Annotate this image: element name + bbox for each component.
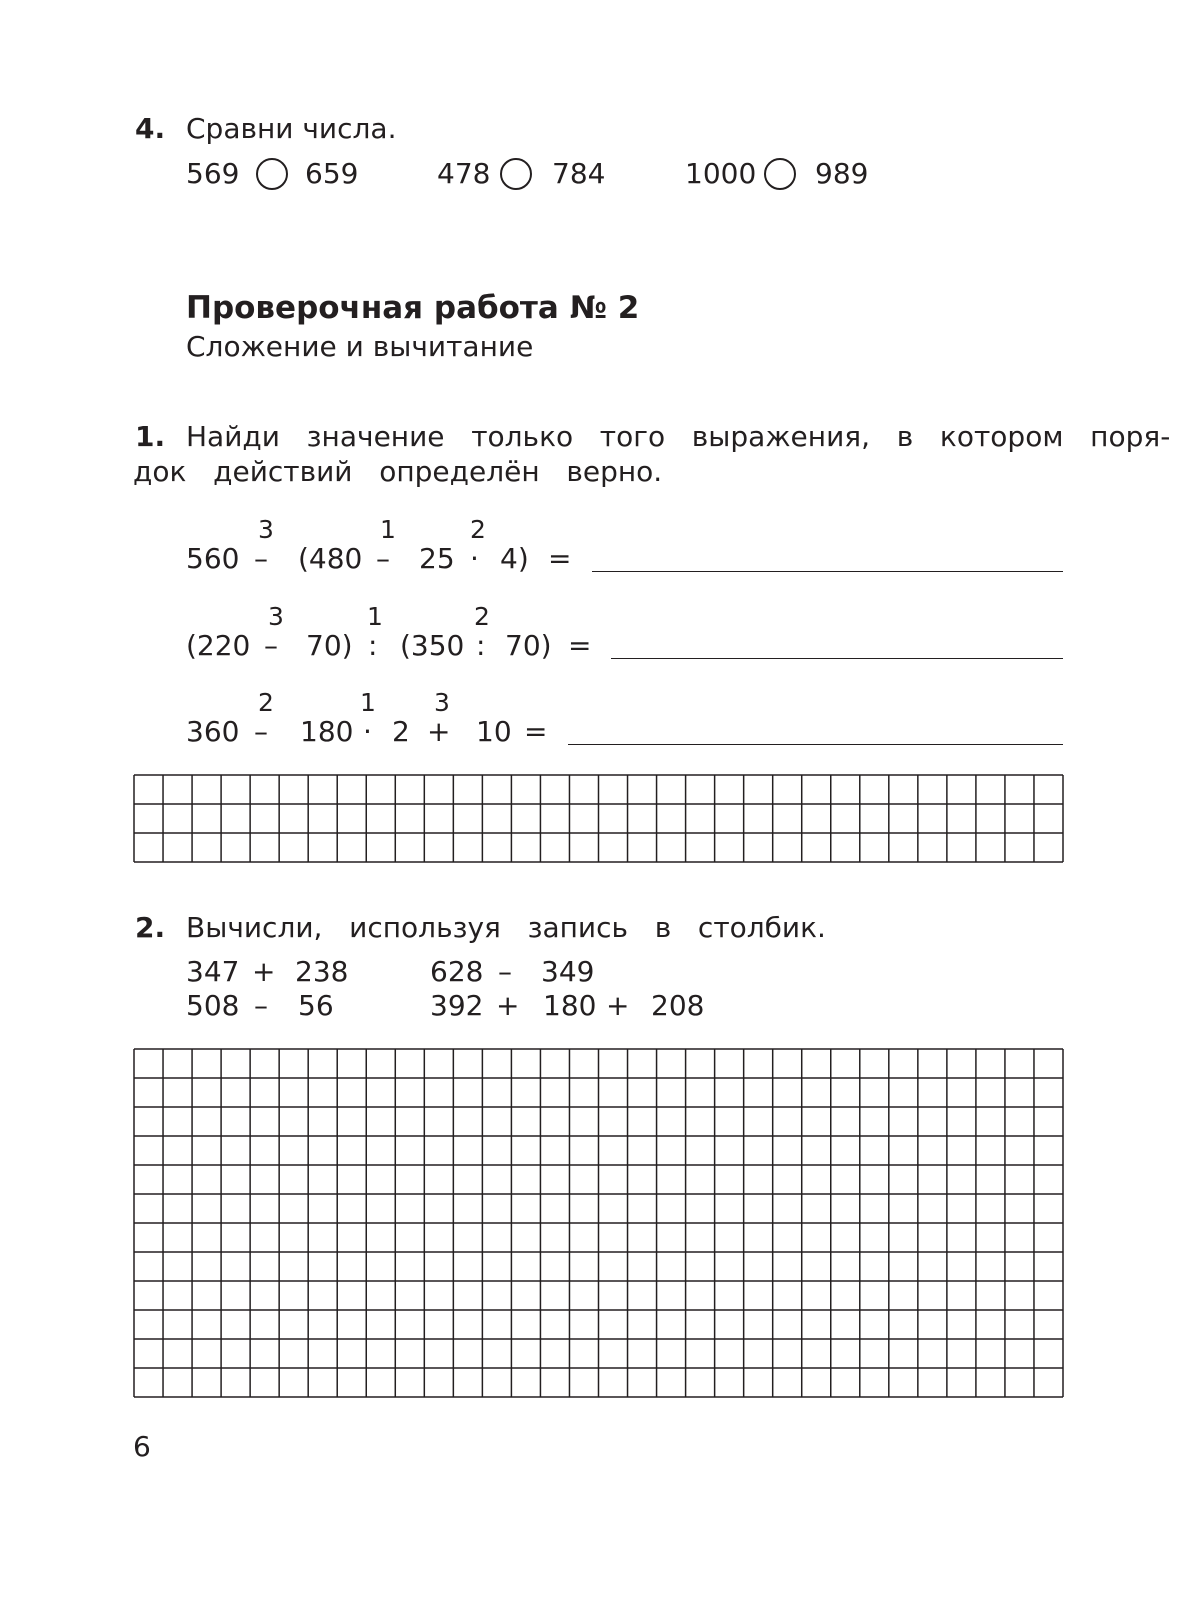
example-number: 208 [651, 989, 705, 1022]
compare-right-2: 784 [552, 157, 606, 190]
example-number: 56 [298, 989, 334, 1022]
example-operator: – [254, 989, 268, 1022]
compare-circle-2[interactable] [500, 158, 532, 190]
expr-token: 180 [300, 715, 354, 748]
grid-answer-area-1[interactable] [133, 774, 1064, 863]
expr-operator: – [376, 542, 390, 575]
example-number: 238 [295, 955, 349, 988]
example-number: 349 [541, 955, 595, 988]
expr-token: 70) [306, 629, 353, 662]
task-2-prompt: Вычисли, используя запись в столбик. [186, 911, 826, 944]
compare-left-3: 1000 [685, 157, 757, 190]
page-number: 6 [133, 1430, 151, 1463]
answer-line-3[interactable] [568, 744, 1063, 745]
order-mark: 2 [474, 602, 490, 631]
expr-token: (350 [400, 629, 465, 662]
expr-token: 70) [505, 629, 552, 662]
section-subtitle: Сложение и вычитание [186, 330, 534, 363]
order-mark: 3 [258, 515, 274, 544]
order-mark: 2 [470, 515, 486, 544]
grid-answer-area-2[interactable] [133, 1048, 1064, 1398]
example-operator: + [252, 955, 276, 988]
expr-token: 10 [476, 715, 512, 748]
expr-operator: · [470, 542, 479, 575]
task-4-number: 4. [135, 112, 166, 145]
expr-operator: : [368, 629, 378, 662]
answer-line-1[interactable] [592, 571, 1063, 572]
example-operator: – [498, 955, 512, 988]
order-mark: 2 [258, 688, 274, 717]
example-operator: + [606, 989, 630, 1022]
expr-equals: = [568, 629, 592, 662]
expr-token: 360 [186, 715, 240, 748]
task-1-number: 1. [135, 420, 166, 453]
answer-line-2[interactable] [611, 658, 1063, 659]
compare-right-1: 659 [305, 157, 359, 190]
order-mark: 1 [380, 515, 396, 544]
compare-right-3: 989 [815, 157, 869, 190]
task-1-line-1: Найди значение только того выражения, в котором поря- [186, 420, 1171, 453]
order-mark: 1 [360, 688, 376, 717]
expr-token: (220 [186, 629, 251, 662]
expr-token: 25 [419, 542, 455, 575]
order-mark: 3 [268, 602, 284, 631]
expr-token: (480 [298, 542, 363, 575]
section-title: Проверочная работа № 2 [186, 290, 640, 326]
expr-operator: – [254, 542, 268, 575]
example-number: 180 [543, 989, 597, 1022]
example-number: 508 [186, 989, 240, 1022]
compare-circle-1[interactable] [256, 158, 288, 190]
compare-circle-3[interactable] [764, 158, 796, 190]
example-number: 347 [186, 955, 240, 988]
expr-operator: + [427, 715, 451, 748]
expr-operator: · [363, 715, 372, 748]
expr-operator: : [476, 629, 486, 662]
task-1-line-2: док действий определён верно. [133, 455, 663, 488]
expr-equals: = [524, 715, 548, 748]
example-operator: + [496, 989, 520, 1022]
task-2-number: 2. [135, 911, 166, 944]
order-mark: 1 [367, 602, 383, 631]
expr-token: 4) [500, 542, 529, 575]
expr-operator: – [254, 715, 268, 748]
order-mark: 3 [434, 688, 450, 717]
expr-operator: – [264, 629, 278, 662]
expr-token: 560 [186, 542, 240, 575]
task-4-prompt: Сравни числа. [186, 112, 397, 145]
compare-left-1: 569 [186, 157, 240, 190]
compare-left-2: 478 [437, 157, 491, 190]
expr-token: 2 [392, 715, 410, 748]
example-number: 628 [430, 955, 484, 988]
example-number: 392 [430, 989, 484, 1022]
expr-equals: = [548, 542, 572, 575]
